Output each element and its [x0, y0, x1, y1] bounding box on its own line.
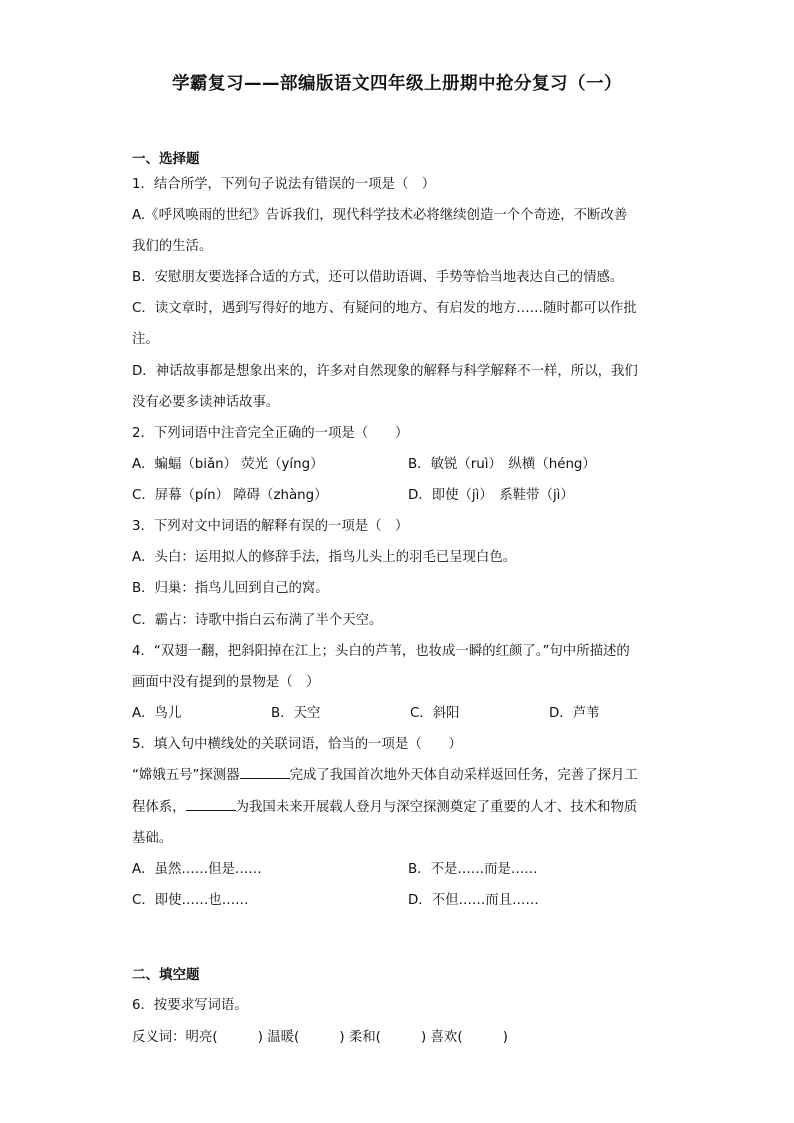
q5-text-part: 为我国未来开展载人登月与深空探测奠定了重要的人才、技术和物质: [235, 800, 638, 815]
q5-text-part: 完成了我国首次地外天体自动采样返回任务，完善了探月工: [289, 768, 638, 783]
q1-option-d-cont: 没有必要多读神话故事。: [132, 395, 280, 410]
q2-option-d: D．即使（jì） 系鞋带（jì）: [408, 488, 574, 503]
q5-option-a: A．虽然……但是……: [132, 862, 262, 877]
q3-option-b: B．归巢：指鸟儿回到自己的窝。: [132, 581, 329, 596]
q3-option-c: C．霸占：诗歌中指白云布满了半个天空。: [132, 613, 383, 628]
q1-option-c-cont: 注。: [132, 332, 159, 347]
q5-text-part: “嫦娥五号”探测器: [132, 768, 240, 783]
q5-option-b: B．不是……而是……: [408, 862, 538, 877]
q4-option-b: B．天空: [271, 706, 321, 721]
q5-blank-1[interactable]: [240, 767, 290, 779]
q5-text-line3: 基础。: [132, 831, 173, 846]
q5-text-part: 程体系，: [132, 800, 186, 815]
q4-options: [132, 702, 688, 721]
q1-option-d: D．神话故事都是想象出来的，许多对自然现象的解释与科学解释不一样，所以，我们: [132, 364, 638, 379]
section-heading-fill: 二、填空题: [132, 967, 200, 983]
q6-antonym-line: 反义词：明亮( ) 温暖( ) 柔和( ) 喜欢( ): [132, 1030, 508, 1045]
q5-stem: 5．填入句中横线处的关联词语，恰当的一项是（ ）: [132, 737, 462, 752]
section-heading-choice: 一、选择题: [132, 151, 200, 167]
q3-stem: 3．下列对文中词语的解释有误的一项是（ ）: [132, 519, 409, 534]
q2-option-a: A．蝙蝠（biǎn） 荧光（yíng）: [132, 457, 324, 472]
q5-text-line2: [132, 796, 637, 815]
q4-stem: 4．“双翅一翻，把斜阳掉在江上；头白的芦苇，也妆成一瞬的红颜了。”句中所描述的: [132, 644, 630, 659]
q5-blank-2[interactable]: [186, 799, 236, 811]
q4-option-c: C．斜阳: [410, 706, 460, 721]
q4-option-a: A．鸟儿: [132, 706, 182, 721]
q1-option-c: C．读文章时，遇到写得好的地方、有疑问的地方、有启发的地方……随时都可以作批: [132, 301, 637, 316]
q1-option-b: B．安慰朋友要选择合适的方式，还可以借助语调、手势等恰当地表达自己的情感。: [132, 270, 624, 285]
q2-option-c: C．屏幕（pín） 障碍（zhàng）: [132, 488, 328, 503]
q2-stem: 2．下列词语中注音完全正确的一项是（ ）: [132, 426, 409, 441]
q1-stem: 1．结合所学，下列句子说法有错误的一项是（ ）: [132, 177, 436, 192]
q5-option-d: D．不但……而且……: [408, 893, 539, 908]
q4-stem-cont: 画面中没有提到的景物是（ ）: [132, 675, 320, 690]
q5-text-line1: [132, 764, 638, 783]
page-title: 学霸复习——部编版语文四年级上册期中抢分复习（一）: [172, 74, 622, 94]
q6-stem: 6．按要求写词语。: [132, 998, 248, 1013]
q2-option-b: B．敏锐（ruì） 纵横（héng）: [408, 457, 596, 472]
q1-option-a-cont: 我们的生活。: [132, 239, 213, 254]
q1-option-a: A.《呼风唤雨的世纪》告诉我们，现代科学技术必将继续创造一个个奇迹，不断改善: [132, 208, 628, 223]
q3-option-a: A．头白：运用拟人的修辞手法，指鸟儿头上的羽毛已呈现白色。: [132, 550, 517, 565]
q4-option-d: D．芦苇: [549, 706, 600, 721]
q5-option-c: C．即使……也……: [132, 893, 249, 908]
